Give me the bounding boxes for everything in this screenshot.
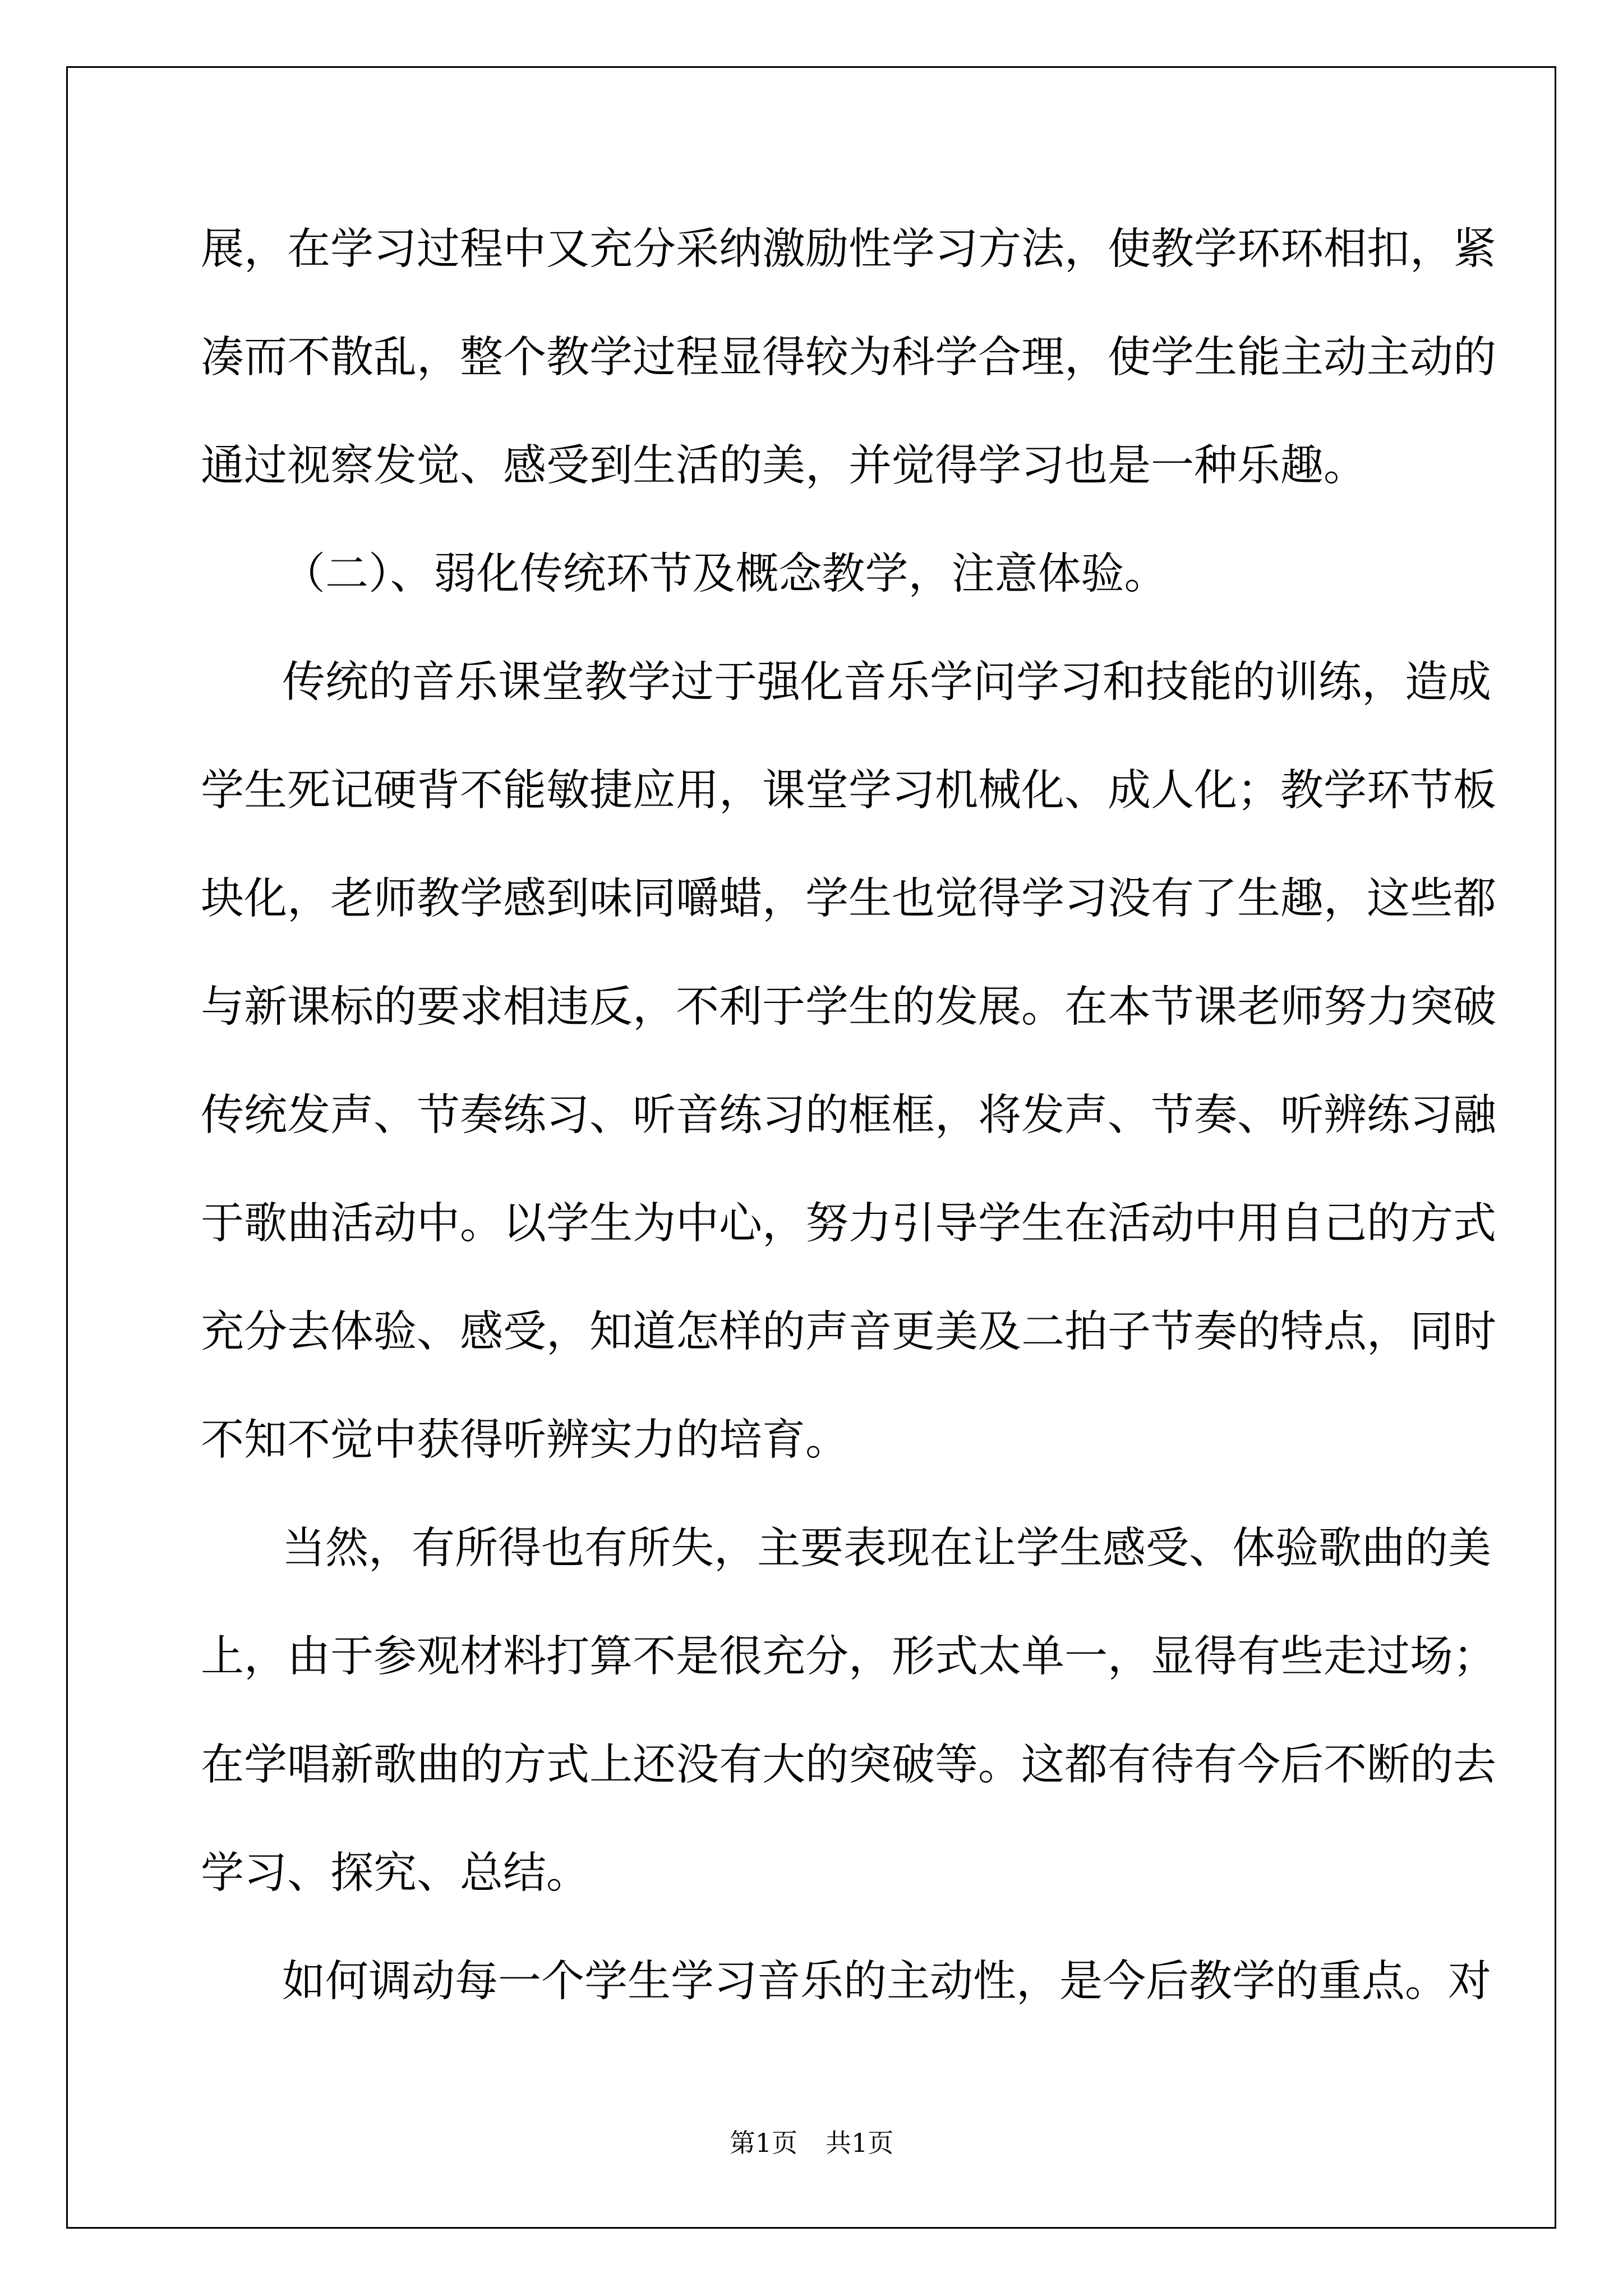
section-heading: （二）、弱化传统环节及概念教学，注意体验。 <box>282 549 1168 599</box>
page-total: 共1页 <box>826 2128 894 2158</box>
text-line: 当然，有所得也有所失，主要表现在让学生感受、体验歌曲的美 <box>282 1524 1491 1573</box>
text-line: 与新课标的要求相违反，不利于学生的发展。在本节课老师努力突破 <box>201 982 1496 1032</box>
text-line: 块化，老师教学感到味同嚼蜡，学生也觉得学习没有了生趣，这些都 <box>201 874 1496 924</box>
text-line: 于歌曲活动中。以学生为中心，努力引导学生在活动中用自己的方式 <box>201 1199 1496 1249</box>
page-number: 第1页 <box>729 2128 797 2158</box>
text-line: 凑而不散乱，整个教学过程显得较为科学合理，使学生能主动主动的 <box>201 333 1496 383</box>
text-line: 传统的音乐课堂教学过于强化音乐学问学习和技能的训练，造成 <box>282 657 1491 707</box>
text-line: 在学唱新歌曲的方式上还没有大的突破等。这都有待有今后不断的去 <box>201 1740 1496 1790</box>
text-line: 学习、探究、总结。 <box>201 1848 589 1898</box>
text-line: 展，在学习过程中又充分采纳激励性学习方法，使教学环环相扣，紧 <box>201 224 1496 274</box>
text-line: 上，由于参观材料打算不是很充分，形式太单一，显得有些走过场； <box>201 1632 1496 1682</box>
text-line: 如何调动每一个学生学习音乐的主动性，是今后教学的重点。对 <box>282 1957 1491 2007</box>
text-line: 充分去体验、感受，知道怎样的声音更美及二拍子节奏的特点，同时 <box>201 1307 1496 1357</box>
page-footer <box>0 2126 1623 2160</box>
text-line: 不知不觉中获得听辨实力的培育。 <box>201 1415 849 1465</box>
text-line: 通过视察发觉、感受到生活的美，并觉得学习也是一种乐趣。 <box>201 441 1367 491</box>
text-line: 传统发声、节奏练习、听音练习的框框，将发声、节奏、听辨练习融 <box>201 1091 1496 1140</box>
text-line: 学生死记硬背不能敏捷应用，课堂学习机械化、成人化；教学环节板 <box>201 766 1496 816</box>
page-border <box>66 66 1556 2229</box>
